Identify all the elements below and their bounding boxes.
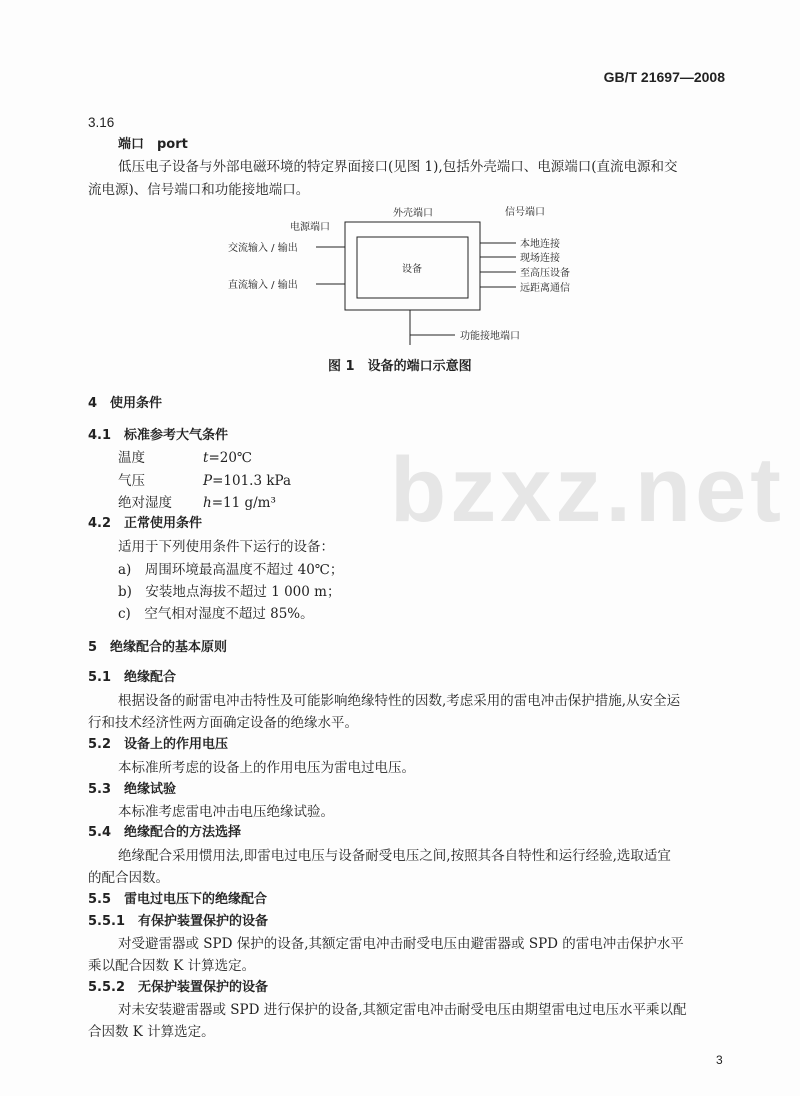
condition-label: 温度	[118, 450, 145, 466]
condition-label: 绝对湿度	[118, 495, 172, 511]
condition-label: 气压	[118, 473, 145, 489]
paragraph: 的配合因数。	[88, 870, 169, 886]
paragraph: 对受避雷器或 SPD 保护的设备,其额定雷电冲击耐受电压由避雷器或 SPD 的雷电冲击保护水平	[118, 936, 684, 952]
section-heading: 5 绝缘配合的基本原则	[88, 640, 228, 655]
section-heading: 5.2 设备上的作用电压	[88, 737, 229, 752]
condition-value: t=20℃	[203, 450, 253, 466]
paragraph: 乘以配合因数 K 计算选定。	[88, 958, 256, 974]
port-diagram	[0, 200, 800, 380]
paragraph: 对未安装避雷器或 SPD 进行保护的设备,其额定雷电冲击耐受电压由期望雷电过电压水平乘以配	[118, 1002, 687, 1018]
section-heading: 5.5 雷电过电压下的绝缘配合	[88, 892, 268, 907]
list-item: a) 周围环境最高温度不超过 40℃；	[118, 562, 344, 578]
term-heading: 端口 port	[118, 137, 188, 152]
definition-line: 流电源)、信号端口和功能接地端口。	[88, 182, 310, 198]
paragraph: 合因数 K 计算选定。	[88, 1024, 215, 1040]
ac-io-label: 交流输入 / 输出	[228, 243, 298, 254]
condition-value: h=11 g/m³	[203, 495, 276, 511]
section-heading: 5.5.1 有保护装置保护的设备	[88, 914, 269, 929]
figure-caption: 图 1 设备的端口示意图	[328, 359, 472, 374]
paragraph: 本标准考虑雷电冲击电压绝缘试验。	[118, 804, 334, 820]
signal-line-label: 本地连接	[520, 239, 560, 250]
watermark: bzxz.net	[390, 439, 785, 541]
section-heading: 4.2 正常使用条件	[88, 516, 203, 531]
dc-io-label: 直流输入 / 输出	[228, 280, 298, 291]
paragraph: 本标准所考虑的设备上的作用电压为雷电过电压。	[118, 760, 415, 776]
section-heading: 5.5.2 无保护装置保护的设备	[88, 980, 269, 995]
section-heading: 5.4 绝缘配合的方法选择	[88, 825, 242, 840]
condition-value: P=101.3 kPa	[203, 473, 292, 489]
signal-port-label: 信号端口	[505, 207, 545, 218]
section-heading: 4 使用条件	[88, 396, 163, 411]
paragraph: 根据设备的耐雷电冲击特性及可能影响绝缘特性的因数,考虑采用的雷电冲击保护措施,从安全运	[118, 693, 681, 709]
standard-number: GB/T 21697—2008	[603, 69, 725, 85]
list-item: b) 安装地点海拔不超过 1 000 m；	[118, 584, 341, 600]
ground-port-label: 功能接地端口	[460, 331, 520, 342]
paragraph: 绝缘配合采用惯用法,即雷电过电压与设备耐受电压之间,按照其各自特性和运行经验,选取适宜	[118, 848, 671, 864]
paragraph: 行和技术经济性两方面确定设备的绝缘水平。	[88, 715, 358, 731]
device-label: 设备	[402, 264, 422, 275]
power-port-label: 电源端口	[290, 222, 330, 233]
signal-line-label: 远距离通信	[520, 283, 570, 294]
paragraph: 适用于下列使用条件下运行的设备：	[118, 539, 334, 555]
section-heading: 4.1 标准参考大气条件	[88, 428, 229, 443]
list-item: c) 空气相对湿度不超过 85%。	[118, 606, 314, 622]
signal-line-label: 至高压设备	[520, 268, 570, 279]
section-3-16-number: 3.16	[88, 115, 115, 130]
page-number: 3	[716, 1053, 723, 1067]
section-heading: 5.1 绝缘配合	[88, 670, 177, 685]
enclosure-port-label: 外壳端口	[393, 208, 433, 219]
definition-line: 低压电子设备与外部电磁环境的特定界面接口(见图 1),包括外壳端口、电源端口(直流电源和交	[118, 159, 678, 175]
signal-line-label: 现场连接	[520, 253, 560, 264]
section-heading: 5.3 绝缘试验	[88, 782, 177, 797]
